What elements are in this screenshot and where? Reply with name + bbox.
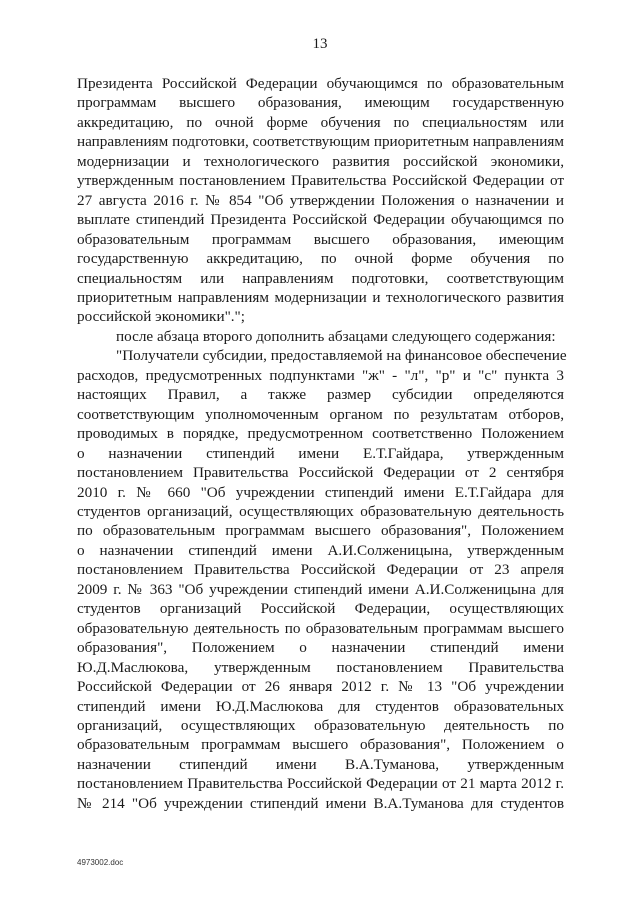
text-line: о назначении стипендий имени А.И.Солженицына, утвержденным — [77, 541, 564, 559]
text-line: студентов организаций, осуществляющих образовательную деятельность — [77, 502, 564, 520]
text-line: специальностям или направлениям подготовки, соответствующим — [77, 269, 564, 287]
text-line: направлениям подготовки, соответствующим приоритетным направлениям — [77, 133, 565, 151]
document-body — [77, 74, 567, 813]
text-line: программам высшего образования, имеющим государственную — [77, 94, 564, 112]
text-line: 2009 г. № 363 "Об учреждении стипендий имени А.И.Солженицына для — [77, 580, 564, 598]
text-line: организаций, осуществляющих образовательную деятельность по — [77, 716, 564, 734]
text-line: приоритетным направлениям модернизации и технологического развития — [77, 288, 564, 306]
text-line: 2010 г. № 660 "Об учреждении стипендий имени Е.Т.Гайдара для — [77, 483, 564, 501]
text-line: № 214 "Об учреждении стипендий имени В.А.Туманова для студентов — [77, 794, 564, 812]
text-line: выплате стипендий Президента Российской Федерации обучающимся по — [77, 211, 564, 229]
text-line: образовательным программам высшего образования", Положением о — [77, 736, 564, 754]
text-line: "Получатели субсидии, предоставляемой на финансовое обеспечение — [116, 347, 567, 365]
text-line: аккредитацию, по очной форме обучения по специальностям или — [77, 113, 564, 131]
document-file-code: 4973002.doc — [77, 858, 124, 867]
text-line: постановлением Правительства Российской Федерации от 23 апреля — [77, 561, 564, 579]
text-line: студентов организаций Российской Федерации, осуществляющих — [77, 600, 564, 618]
text-line: российской экономики"."; — [77, 308, 245, 326]
text-line: Российской Федерации от 26 января 2012 г. № 13 "Об учреждении — [77, 678, 564, 696]
text-line: модернизации и технологического развития российской экономики, — [77, 152, 564, 170]
text-line: образовательным программам высшего образования, имеющим — [77, 230, 564, 248]
text-line: образовательную деятельность по образовательным программам высшего — [77, 619, 564, 637]
text-line: постановлением Правительства Российской Федерации от 2 сентября — [77, 464, 564, 482]
text-line: после абзаца второго дополнить абзацами следующего содержания: — [116, 327, 556, 345]
text-line: Президента Российской Федерации обучающимся по образовательным — [77, 75, 564, 92]
text-line: назначении стипендий имени В.А.Туманова, утвержденным — [77, 755, 564, 773]
page-number: 13 — [312, 36, 328, 52]
text-line: утвержденным постановлением Правительства Российской Федерации от — [77, 172, 564, 190]
text-line: настоящих Правил, а также размер субсидии определяются — [77, 386, 564, 404]
text-line: расходов, предусмотренных подпунктами "ж" - "л", "р" и "с" пункта 3 — [77, 366, 564, 384]
text-line: 27 августа 2016 г. № 854 "Об утверждении Положения о назначении и — [77, 191, 564, 209]
text-line: Ю.Д.Маслюкова, утвержденным постановлением Правительства — [77, 658, 564, 676]
text-line: постановлением Правительства Российской Федерации от 21 марта 2012 г. — [77, 775, 564, 793]
text-line: проводимых в порядке, предусмотренном соответственно Положением — [77, 425, 564, 443]
text-line: стипендий имени Ю.Д.Маслюкова для студентов образовательных — [77, 697, 564, 715]
text-line: о назначении стипендий имени Е.Т.Гайдара, утвержденным — [77, 444, 564, 462]
text-line: по образовательным программам высшего образования", Положением — [77, 522, 564, 540]
text-line: соответствующим уполномоченным органом по результатам отборов, — [77, 405, 564, 423]
text-line: государственную аккредитацию, по очной форме обучения по — [77, 250, 564, 268]
text-line: образования", Положением о назначении стипендий имени — [77, 639, 564, 657]
